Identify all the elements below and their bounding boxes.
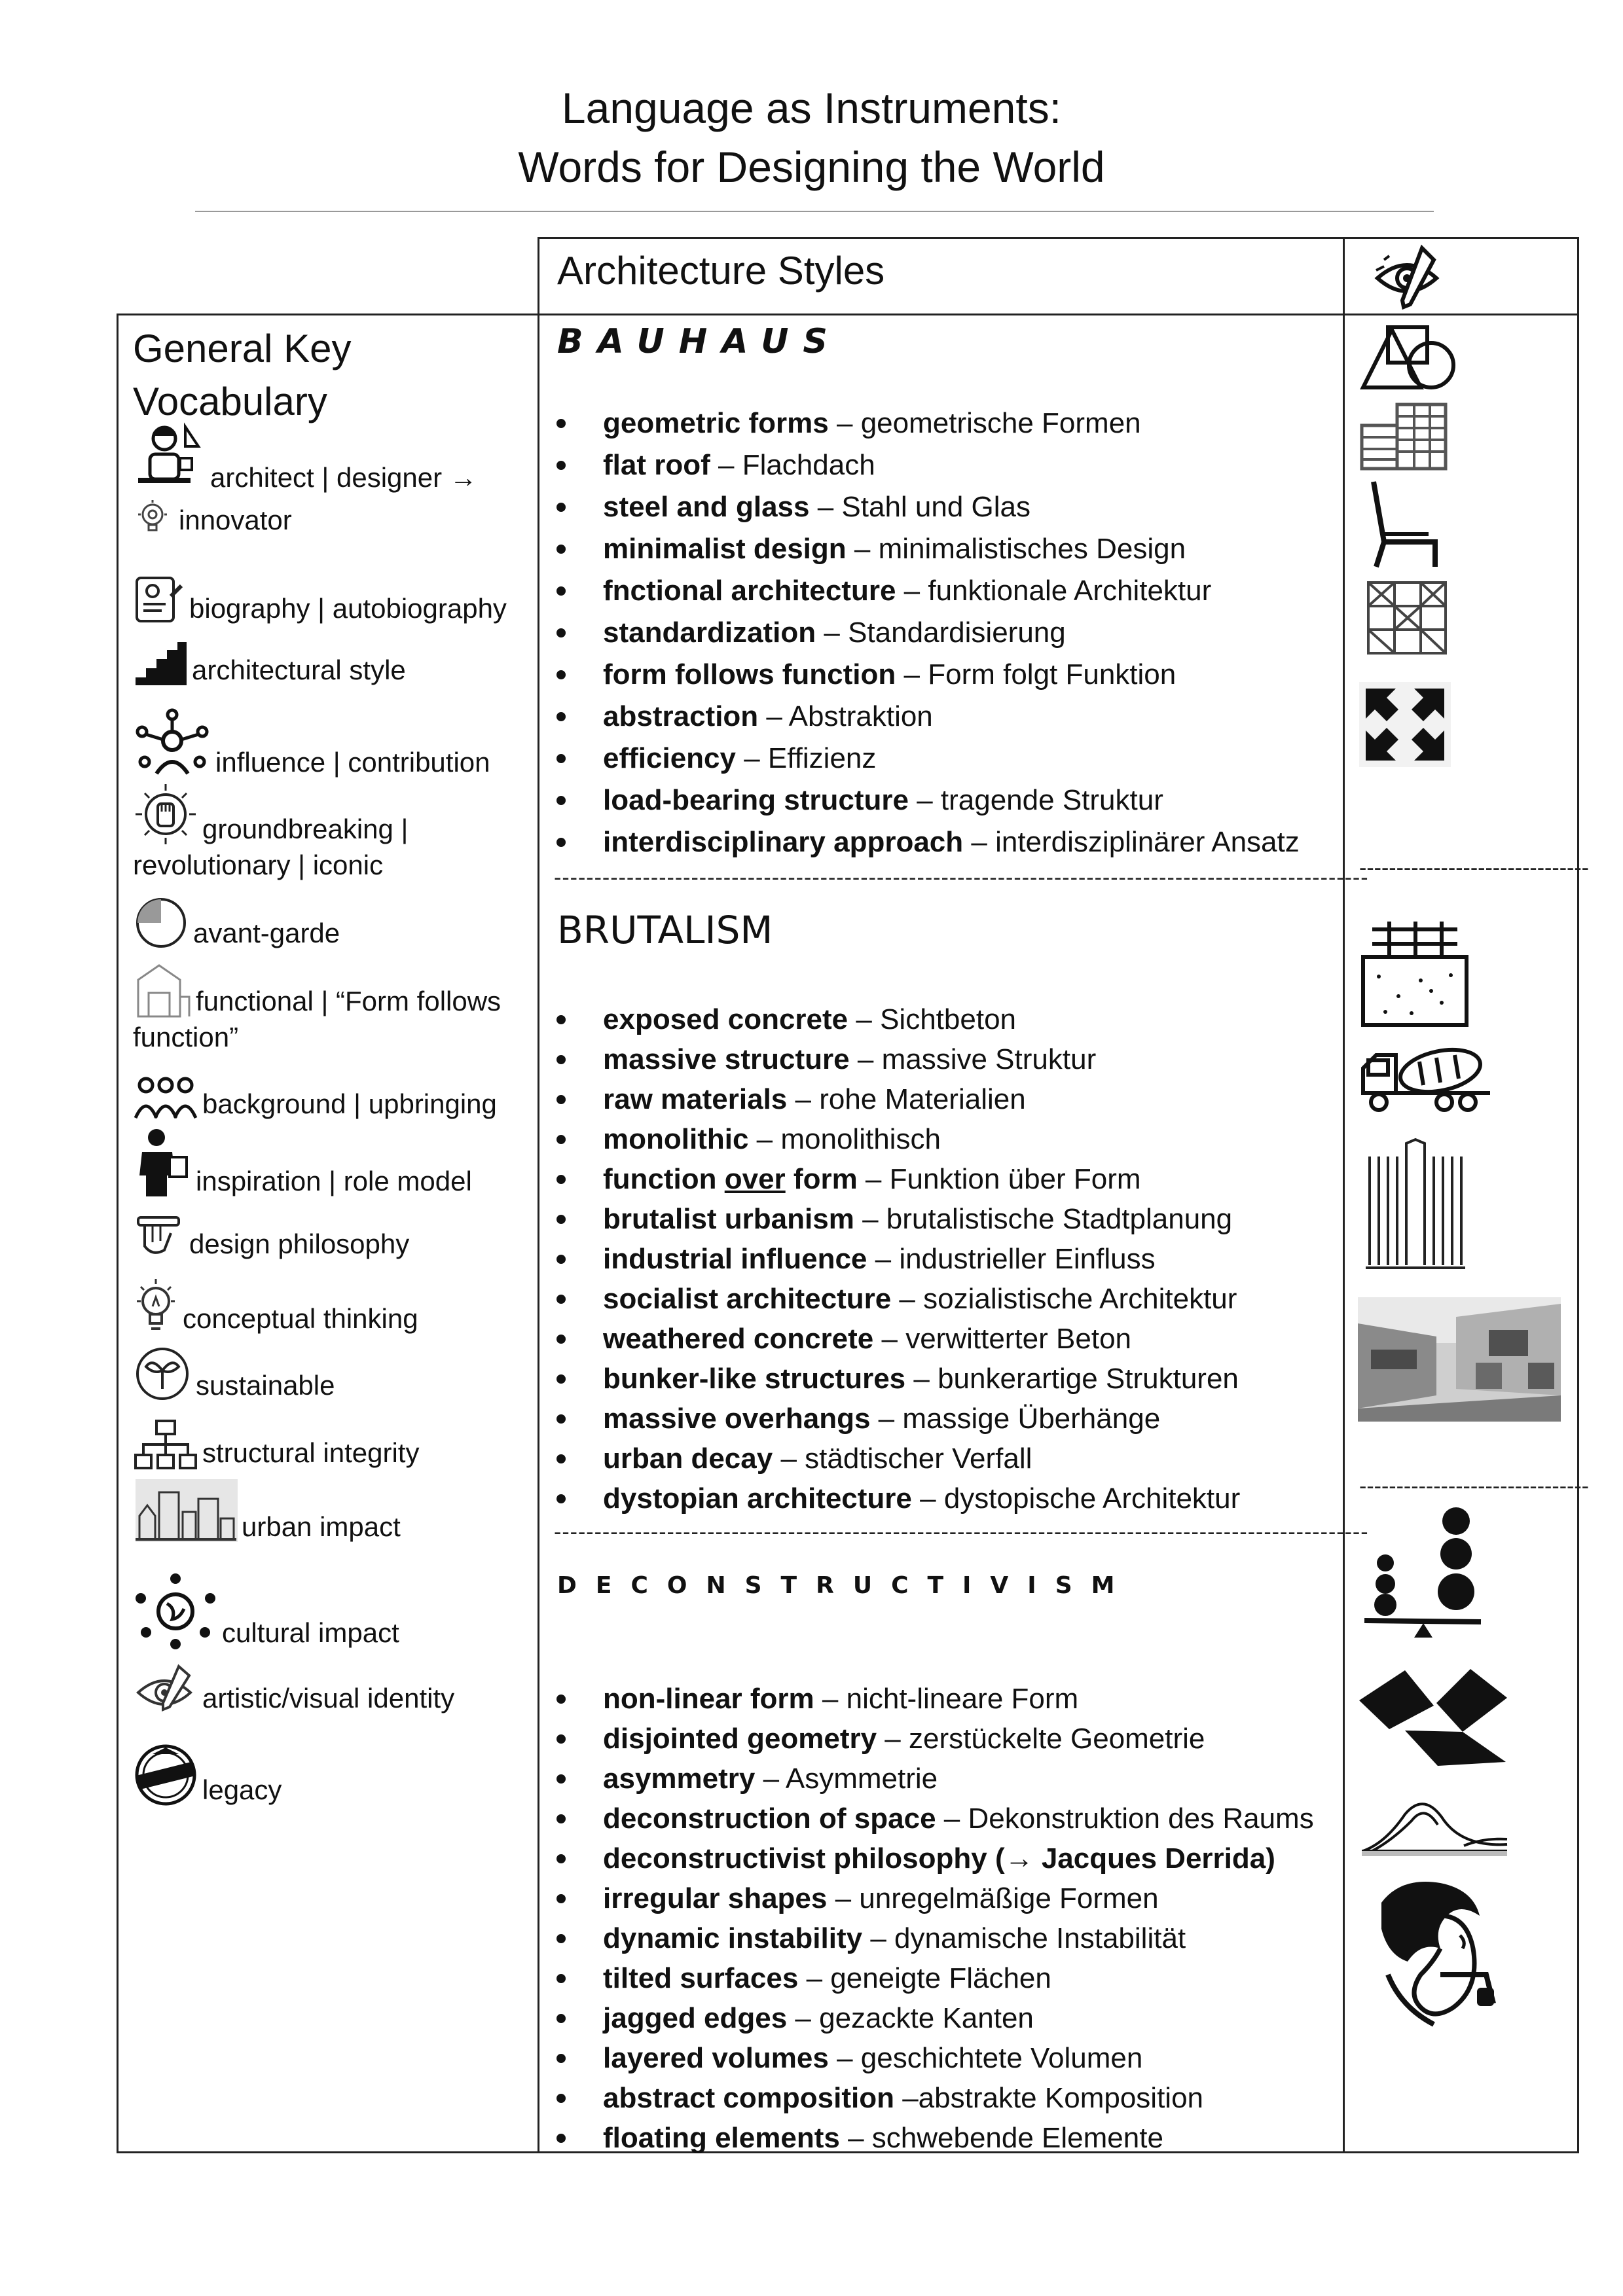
general-vocabulary-column <box>117 314 539 2153</box>
vocab-item <box>133 1213 526 1262</box>
term-english: form follows function <box>603 658 896 691</box>
term-separator: – <box>877 1723 909 1755</box>
vocab-label: groundbreaking | revolutionary | iconic <box>133 814 409 880</box>
term-item <box>554 1399 1333 1439</box>
term-english: form <box>785 1163 858 1195</box>
term-separator: – <box>839 2122 872 2154</box>
term-separator: – <box>828 2042 861 2074</box>
term-item <box>554 999 1333 1039</box>
eye-pencil-icon <box>1371 244 1443 310</box>
stairs-icon <box>133 639 188 688</box>
term-item <box>554 444 1333 486</box>
term-separator: – <box>857 1163 890 1195</box>
term-english: dystopian architecture <box>603 1482 912 1515</box>
curved-building-icon <box>1359 1788 1510 1860</box>
architect-icon <box>133 420 206 495</box>
term-item <box>554 1878 1333 1918</box>
term-separator: – <box>870 1403 903 1435</box>
term-german: brutalistische Stadtplanung <box>886 1203 1233 1235</box>
header-cell-icon <box>1343 237 1579 315</box>
raised-fist-icon <box>133 781 198 847</box>
vocab-label: artistic/visual identity <box>202 1683 455 1713</box>
deconstructivism-title: DECONSTRUCTIVISM <box>557 1572 1134 1599</box>
vocab-item <box>133 639 526 688</box>
term-english: jagged edges <box>603 2002 788 2034</box>
term-item <box>554 1479 1333 1518</box>
term-separator: – <box>862 1922 895 1954</box>
lightbulb-icon <box>133 1278 179 1336</box>
arrows-icon <box>1359 682 1451 767</box>
vocab-item <box>133 1418 526 1471</box>
sprout-icon <box>133 1344 192 1403</box>
term-german: monolithisch <box>780 1123 941 1155</box>
term-german: schwebende Elemente <box>871 2122 1163 2154</box>
term-german: geometrische Formen <box>860 407 1141 439</box>
eye-pencil-icon <box>133 1664 198 1716</box>
vocab-label: legacy <box>202 1774 282 1805</box>
brutalist-building-photo <box>1358 1297 1561 1422</box>
brutalism-title: BRUTALISM <box>557 908 773 952</box>
term-item <box>554 1239 1333 1279</box>
globe-people-icon <box>133 1572 218 1651</box>
term-item <box>554 1679 1333 1719</box>
term-german: tragende Struktur <box>940 784 1163 816</box>
term-english: minimalist design <box>603 533 847 565</box>
term-separator: – <box>896 658 928 691</box>
term-separator: – <box>827 1882 860 1914</box>
geometric-shapes-icon <box>1358 322 1456 394</box>
bauhaus-title: BAUHAUS <box>557 322 842 361</box>
icon-divider: ------------------------------- <box>1359 855 1589 880</box>
term-separator: – <box>908 784 941 816</box>
term-english: weathered concrete <box>603 1323 874 1355</box>
term-separator: – <box>758 700 789 732</box>
hierarchy-icon <box>133 1418 198 1471</box>
term-separator: – <box>816 617 848 649</box>
term-item <box>554 696 1333 738</box>
term-separator: – <box>905 1363 938 1395</box>
term-item <box>554 486 1333 528</box>
vocab-item <box>133 1742 526 1808</box>
term-english: tilted surfaces <box>603 1962 799 1994</box>
pillars-icon <box>1363 1137 1468 1274</box>
term-separator: – <box>809 491 842 523</box>
term-separator: – <box>894 2082 919 2114</box>
term-item <box>554 1279 1333 1319</box>
vocab-label: architect | designer → <box>210 462 477 493</box>
term-separator: – <box>891 1283 924 1315</box>
term-german: dynamische Instabilität <box>894 1922 1186 1954</box>
term-item <box>554 403 1333 444</box>
section-divider: ----------------------------------------------------------------------------------------------------- <box>554 865 1369 890</box>
term-item <box>554 1119 1333 1159</box>
style-icons-column <box>1343 314 1589 2153</box>
term-english: abstract composition <box>603 2082 894 2114</box>
deconstructivism-term-list <box>554 1679 1333 2158</box>
term-english: fnctional architecture <box>603 575 896 607</box>
term-separator: – <box>849 1043 882 1075</box>
hand-pencil-icon <box>133 1213 185 1262</box>
vocab-item <box>133 1076 526 1122</box>
brutalism-term-list <box>554 999 1333 1518</box>
term-english: bunker-like structures <box>603 1363 906 1395</box>
term-separator: – <box>873 1323 906 1355</box>
term-item <box>554 1359 1333 1399</box>
term-item <box>554 1159 1333 1199</box>
term-english: asymmetry <box>603 1763 756 1795</box>
term-english: dynamic instability <box>603 1922 863 1954</box>
network-people-icon <box>133 708 211 780</box>
term-english: urban decay <box>603 1443 773 1475</box>
vocab-item <box>133 574 526 626</box>
term-item <box>554 1839 1333 1878</box>
chair-icon <box>1367 479 1446 571</box>
concrete-wall-icon <box>1359 918 1470 1029</box>
house-outline-icon <box>133 960 192 1019</box>
term-german: Dekonstruktion des Raums <box>968 1803 1314 1835</box>
derrida-portrait-icon <box>1362 1876 1506 2027</box>
vocab-label: structural integrity <box>202 1437 420 1468</box>
cement-truck-icon <box>1359 1042 1497 1114</box>
vocab-item <box>133 1344 526 1403</box>
icon-divider: ------------------------------- <box>1359 1474 1589 1499</box>
term-german: Stahl und Glas <box>841 491 1031 523</box>
circle-arrow-icon <box>133 895 189 951</box>
vocab-item <box>133 1572 526 1651</box>
term-separator: – <box>867 1243 900 1275</box>
term-german: dystopische Architektur <box>943 1482 1241 1515</box>
term-english: flat roof <box>603 449 710 481</box>
term-english: deconstructivist philosophy (→ Jacques Derrida) <box>603 1842 1275 1874</box>
term-english: layered volumes <box>603 2042 829 2074</box>
vocab-label: conceptual thinking <box>183 1303 418 1334</box>
architecture-styles-column <box>538 314 1369 2154</box>
term-german: Effizienz <box>767 742 877 774</box>
term-english: abstraction <box>603 700 759 732</box>
vocab-label: design philosophy <box>189 1229 410 1259</box>
term-english: load-bearing structure <box>603 784 909 816</box>
term-english: monolithic <box>603 1123 749 1155</box>
term-german: nicht-lineare Form <box>846 1683 1079 1715</box>
term-english: socialist architecture <box>603 1283 892 1315</box>
title-divider <box>195 211 1434 212</box>
vocab-item <box>133 781 526 883</box>
term-english: non-linear form <box>603 1683 814 1715</box>
family-icon <box>133 1076 198 1122</box>
term-german: geneigte Flächen <box>830 1962 1051 1994</box>
term-english: exposed concrete <box>603 1003 848 1035</box>
vocab-label: influence | contribution <box>215 747 490 778</box>
term-german: Asymmetrie <box>785 1763 938 1795</box>
term-german: interdisziplinärer Ansatz <box>995 826 1300 858</box>
term-item <box>554 2078 1333 2118</box>
term-english: function <box>603 1163 725 1195</box>
legacy-badge-icon <box>133 1742 198 1808</box>
term-german: gezackte Kanten <box>819 2002 1034 2034</box>
term-item <box>554 2038 1333 2078</box>
vocab-label: urban impact <box>242 1511 401 1542</box>
vocab-item <box>133 895 526 951</box>
page-title-line-1: Language as Instruments: <box>561 84 1062 132</box>
vocab-item <box>133 1479 526 1545</box>
term-item <box>554 821 1333 863</box>
term-german: unregelmäßige Formen <box>859 1882 1159 1914</box>
term-english: geometric forms <box>603 407 829 439</box>
term-item <box>554 1759 1333 1799</box>
term-german: abstrakte Komposition <box>918 2082 1204 2114</box>
term-english: deconstruction of space <box>603 1803 936 1835</box>
lightbulb-gear-icon <box>133 499 175 538</box>
vocab-item <box>133 1664 526 1716</box>
term-item <box>554 1079 1333 1119</box>
term-english: steel and glass <box>603 491 810 523</box>
term-german: minimalistisches Design <box>878 533 1186 565</box>
term-item <box>554 1998 1333 2038</box>
term-separator: – <box>846 533 879 565</box>
term-english: massive structure <box>603 1043 850 1075</box>
term-german: sozialistische Architektur <box>923 1283 1237 1315</box>
person-idea-icon <box>133 1127 192 1199</box>
bauhaus-term-list <box>554 403 1333 863</box>
vocab-item <box>133 499 526 538</box>
term-german: rohe Materialien <box>819 1083 1026 1115</box>
vocab-item <box>133 708 526 780</box>
term-german: Standardisierung <box>848 617 1066 649</box>
term-item <box>554 612 1333 654</box>
term-item <box>554 1319 1333 1359</box>
folded-shapes-icon <box>1359 1664 1510 1768</box>
profile-document-icon <box>133 574 185 626</box>
term-english: raw materials <box>603 1083 788 1115</box>
term-german: Flachdach <box>742 449 875 481</box>
vocab-label: cultural impact <box>222 1617 399 1648</box>
vocab-label: background | upbringing <box>202 1088 497 1119</box>
buildings-icon <box>1359 399 1457 471</box>
term-german: bunkerartige Strukturen <box>938 1363 1239 1395</box>
term-german: Funktion über Form <box>889 1163 1141 1195</box>
term-german: industrieller Einfluss <box>899 1243 1156 1275</box>
term-item <box>554 1799 1333 1839</box>
vocab-label: inspiration | role model <box>196 1166 472 1196</box>
term-item <box>554 1958 1333 1998</box>
term-german: massige Überhänge <box>902 1403 1161 1435</box>
city-icon <box>133 1479 238 1545</box>
vocab-label: architectural style <box>192 655 406 685</box>
term-english: standardization <box>603 617 816 649</box>
vocab-label: biography | autobiography <box>189 593 507 624</box>
term-separator: – <box>963 826 996 858</box>
term-english: irregular shapes <box>603 1882 828 1914</box>
term-item <box>554 528 1333 570</box>
term-german: funktionale Architektur <box>928 575 1212 607</box>
term-english: interdisciplinary approach <box>603 826 964 858</box>
term-english: floating elements <box>603 2122 840 2154</box>
term-separator: – <box>773 1443 805 1475</box>
term-separator: – <box>787 2002 820 2034</box>
term-separator: – <box>896 575 928 607</box>
term-german: Form folgt Funktion <box>928 658 1176 691</box>
vocab-item <box>133 420 526 495</box>
term-english: brutalist urbanism <box>603 1203 854 1235</box>
term-separator: – <box>854 1203 886 1235</box>
term-separator: – <box>798 1962 831 1994</box>
vocab-item <box>133 1278 526 1336</box>
term-german: verwitterter Beton <box>905 1323 1132 1355</box>
term-item <box>554 1199 1333 1239</box>
term-item <box>554 738 1333 780</box>
column-title: Architecture Styles <box>557 249 885 293</box>
vocab-label: functional | “Form follows function” <box>133 986 501 1052</box>
term-item <box>554 1918 1333 1958</box>
term-english: efficiency <box>603 742 736 774</box>
term-separator: – <box>748 1123 781 1155</box>
term-separator: – <box>814 1683 847 1715</box>
vocabulary-title: General Key Vocabulary <box>133 327 352 423</box>
term-item <box>554 2118 1333 2158</box>
vocab-label: sustainable <box>196 1370 335 1401</box>
term-separator: – <box>911 1482 944 1515</box>
vocab-item <box>133 1127 526 1199</box>
term-item <box>554 570 1333 612</box>
vocab-item <box>133 960 526 1055</box>
term-german: Sichtbeton <box>880 1003 1017 1035</box>
term-separator: – <box>936 1803 968 1835</box>
term-german: massive Struktur <box>881 1043 1097 1075</box>
term-separator: – <box>755 1763 786 1795</box>
vocab-label: innovator <box>179 505 292 535</box>
term-separator: – <box>848 1003 881 1035</box>
term-separator: – <box>710 449 742 481</box>
term-german: zerstückelte Geometrie <box>909 1723 1205 1755</box>
header-cell-styles <box>538 237 1345 315</box>
page-title-line-2: Words for Designing the World <box>518 143 1105 191</box>
term-english-emphasis: over <box>724 1163 786 1195</box>
term-german: Abstraktion <box>788 700 933 732</box>
term-item <box>554 1719 1333 1759</box>
term-german: geschichtete Volumen <box>860 2042 1143 2074</box>
term-item <box>554 1039 1333 1079</box>
scaffold-icon <box>1364 577 1450 656</box>
term-english: industrial influence <box>603 1243 867 1275</box>
section-divider: ----------------------------------------------------------------------------------------------------- <box>554 1520 1369 1545</box>
term-separator: – <box>735 742 768 774</box>
term-item <box>554 780 1333 821</box>
term-separator: – <box>787 1083 820 1115</box>
vocab-label: avant-garde <box>193 918 340 948</box>
balance-icon <box>1359 1507 1484 1638</box>
term-item <box>554 654 1333 696</box>
term-item <box>554 1439 1333 1479</box>
term-separator: – <box>828 407 861 439</box>
term-german: städtischer Verfall <box>805 1443 1032 1475</box>
term-english: disjointed geometry <box>603 1723 877 1755</box>
term-english: massive overhangs <box>603 1403 871 1435</box>
